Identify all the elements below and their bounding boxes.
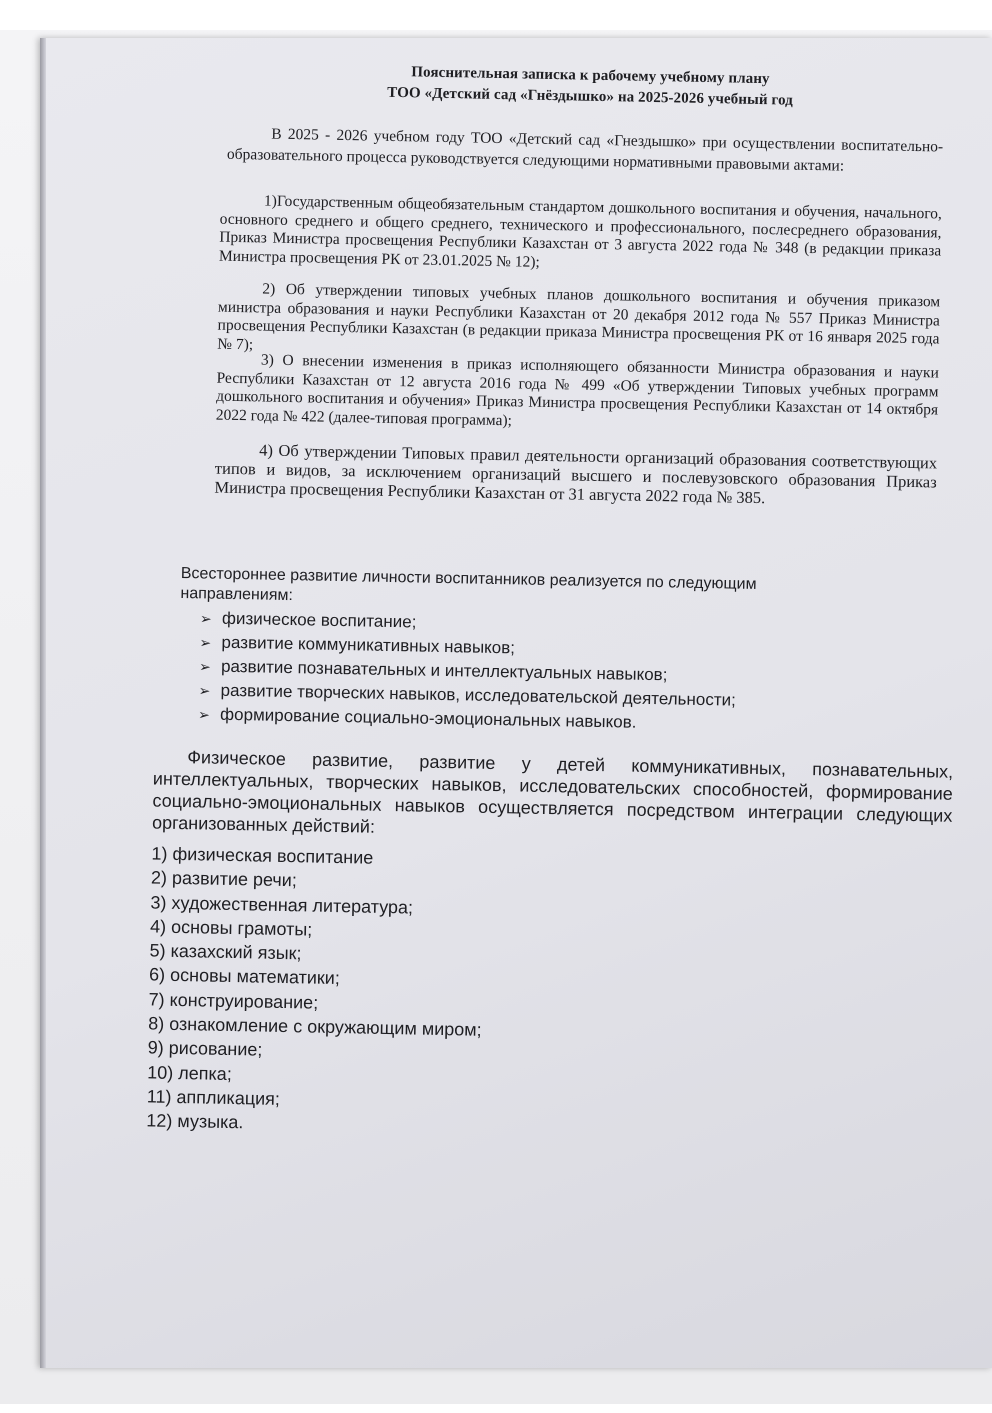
arrow-bullet-icon: ➢ — [197, 706, 211, 723]
activity-item: 5) казахский язык; — [149, 940, 302, 964]
activity-item: 8) ознакомление с окружающим миром; — [148, 1013, 482, 1040]
directions-list — [198, 606, 738, 736]
integration-paragraph: Физическое развитие, развитие у детей коммуникативных, познавательных, интеллектуальных, творческих навыков, исследовательских способностей, формирование социально-эмоциональных навыков осуществляется посредством интеграции следующих организованных действий: — [151, 747, 954, 837]
document-title-line-1: Пояснительная записка к рабочему учебному плану — [411, 64, 770, 88]
reference-item: 3) О внесении изменения в приказ исполняющего обязанности Министра образования и науки Республики Казахстан от 12 августа 2016 года № 499 «Об утверждении Типовых учебных программ дошкольного воспитания и обучения» Приказ Министра просвещения Республики Казахстан от 14 октября 2022 года № 422 (далее-типовая программа); — [215, 351, 940, 429]
development-lead: Всестороннее развитие личности воспитанников реализуется по следующим направлениям: — [180, 564, 757, 605]
activities-list — [146, 841, 485, 1139]
direction-label: развитие творческих навыков, исследовательской деятельности; — [220, 680, 737, 710]
reference-item: 4) Об утверждении Типовых правил деятельности организаций образования соответствующих типов и видов, за исключением организаций высшего и послевузовского образования Приказ Министра просвещения Республики Казахстан от 31 августа 2022 года № 385. — [214, 440, 938, 508]
activity-item: 10) лепка; — [147, 1062, 233, 1084]
direction-label: физическое воспитание; — [221, 608, 417, 632]
arrow-bullet-icon: ➢ — [198, 682, 211, 699]
document-title-line-2: ТОО «Детский сад «Гнёздышко» на 2025-2026 учебный год — [387, 84, 794, 109]
activity-item: 2) развитие речи; — [150, 867, 298, 891]
activity-item: 3) художественная литература; — [150, 892, 414, 918]
activity-item: 4) основы грамоты; — [149, 916, 313, 940]
arrow-bullet-icon: ➢ — [199, 634, 212, 651]
reference-item: 1)Государственным общеобязательным стандартом дошкольного воспитания и обучения, начального, основного среднего и общего среднего, технического и профессионального, послесреднего образования, Приказ Министра просвещения Республики Казахстан от 3 августа 2022 года № 348 (в редакции приказа Министра просвещения РК от 23.01.2025 № 12); — [218, 192, 943, 271]
direction-label: развитие коммуникативных навыков; — [221, 632, 516, 658]
activity-item: 12) музыка. — [146, 1110, 244, 1133]
activity-item: 11) аппликация; — [146, 1086, 281, 1109]
arrow-bullet-icon: ➢ — [199, 610, 212, 627]
activity-item: 7) конструирование; — [148, 989, 319, 1013]
activity-item: 9) рисование; — [147, 1037, 263, 1060]
activity-item: 1) физическая воспитание — [151, 843, 374, 868]
direction-label: формирование социально-эмоциональных навыков. — [219, 704, 637, 732]
intro-paragraph: В 2025 - 2026 учебном году ТОО «Детский сад «Гнездышко» при осуществлении воспитательно-образовательного процесса руководствуется следующими нормативными правовыми актами: — [226, 125, 944, 175]
direction-label: развитие познавательных и интеллектуальных навыков; — [220, 656, 668, 685]
activity-item: 6) основы математики; — [148, 964, 341, 989]
reference-item: 2) Об утверждении типовых учебных планов дошкольного воспитания и обучения приказом министра образования и науки Республики Казахстан от 20 декабря 2012 года № 557 Приказ Министра просвещения Республики Казахстан (в редакции приказа Министра просвещения РК от 16 января 2025 года № 7); — [217, 280, 941, 353]
arrow-bullet-icon: ➢ — [198, 658, 211, 675]
